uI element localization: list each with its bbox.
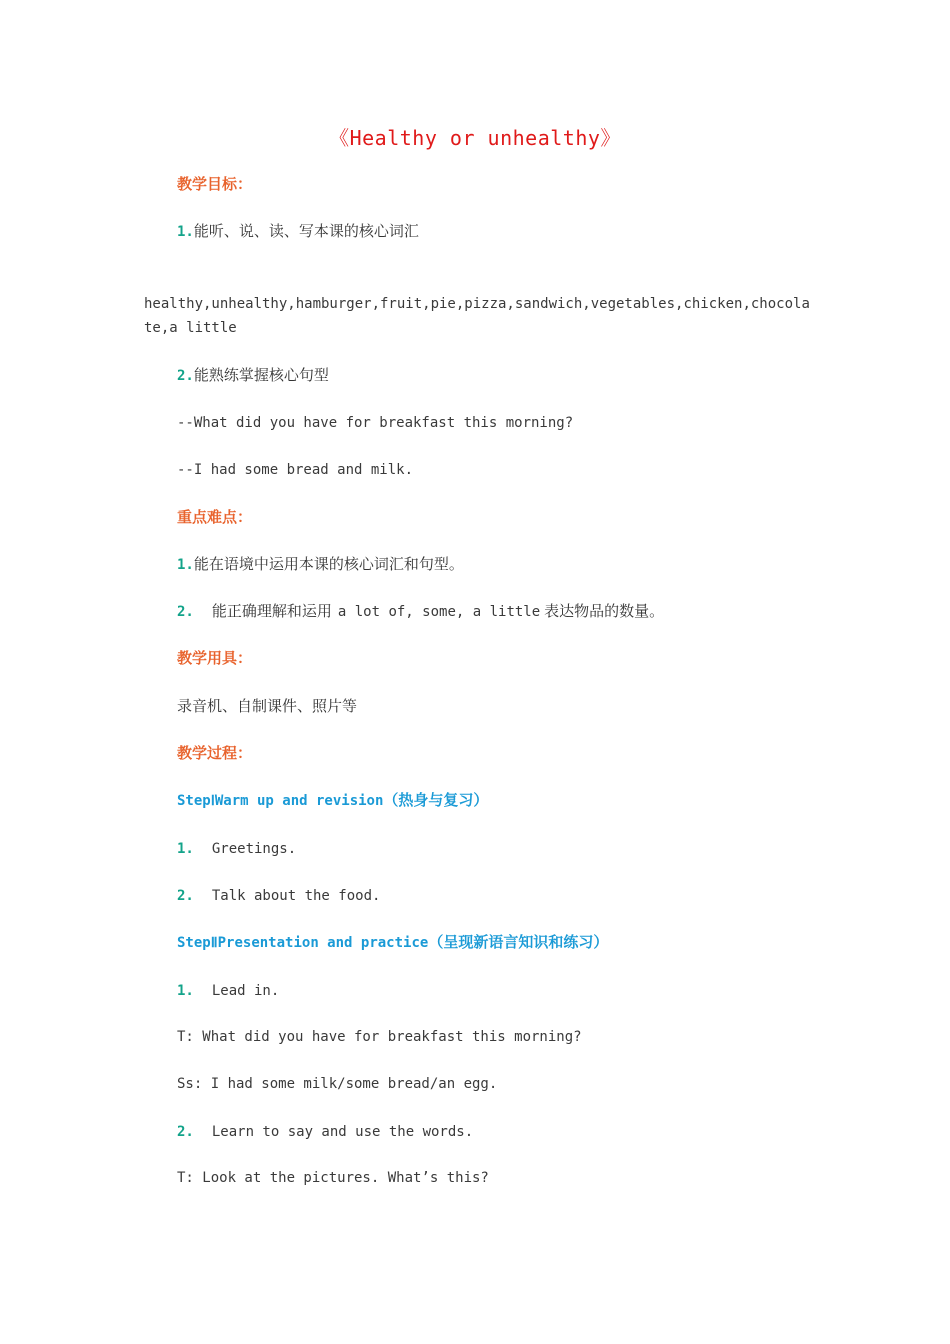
- step-1-item-2: [177, 885, 380, 906]
- objective-item-2-number: 2.: [177, 368, 194, 384]
- step-2-title: [177, 932, 608, 953]
- sentence-pattern-answer: --I had some bread and milk.: [177, 462, 414, 478]
- sentence-pattern-question: --What did you have for breakfast this morning?: [177, 415, 574, 431]
- key-point-item-2-text-a: 能正确理解和运用: [211, 602, 332, 620]
- key-point-item-2-quantifiers: a lot of, some, a little: [337, 604, 541, 620]
- tools-heading: 教学用具：: [177, 649, 253, 667]
- step-2-item-2: [177, 1121, 473, 1142]
- step-2-item-2-text: Learn to say and use the words.: [211, 1124, 474, 1140]
- step-2-item-1-text: Lead in.: [211, 983, 280, 999]
- key-point-item-1-number: 1.: [177, 557, 194, 573]
- step-1-title-cn: （热身与复习）: [383, 791, 489, 809]
- step-1-item-1-number: 1.: [177, 841, 194, 857]
- process-heading: 教学过程：: [177, 744, 253, 762]
- objective-item-2: [177, 365, 329, 386]
- tools-text: 录音机、自制课件、照片等: [177, 697, 358, 715]
- dialog-line-1: T: What did you have for breakfast this morning?: [177, 1029, 582, 1045]
- dialog-line-2: Ss: I had some milk/some bread/an egg.: [177, 1076, 498, 1092]
- step-1-title: [177, 790, 488, 811]
- vocabulary-list: healthy,unhealthy,hamburger,fruit,pie,pizza,sandwich,vegetables,chicken,chocolate,a little: [144, 296, 810, 336]
- objective-item-1-number: 1.: [177, 224, 194, 240]
- key-point-item-1-text: 能在语境中运用本课的核心词汇和句型。: [193, 555, 464, 573]
- key-point-item-2-number: 2.: [177, 604, 194, 620]
- step-2-item-1-number: 1.: [177, 983, 194, 999]
- step-2-title-en: StepⅡPresentation and practice: [177, 935, 429, 951]
- key-point-item-2: [177, 601, 664, 622]
- step-1-title-en: StepⅠWarm up and revision: [177, 793, 384, 809]
- key-point-item-2-text-c: 表达物品的数量。: [544, 602, 665, 620]
- objectives-heading: 教学目标：: [177, 175, 253, 193]
- step-2-item-2-number: 2.: [177, 1124, 194, 1140]
- objective-item-1: [177, 221, 419, 242]
- step-1-item-1-text: Greetings.: [211, 841, 297, 857]
- step-2-item-1: [177, 980, 279, 1001]
- step-1-item-1: [177, 838, 296, 859]
- step-2-title-cn: （呈现新语言知识和练习）: [428, 933, 609, 951]
- key-point-item-1: [177, 554, 464, 575]
- document-title: 《Healthy or unhealthy》: [329, 126, 621, 150]
- objective-item-2-text: 能熟练掌握核心句型: [193, 366, 329, 384]
- step-1-item-2-number: 2.: [177, 888, 194, 904]
- step-1-item-2-text: Talk about the food.: [211, 888, 381, 904]
- key-points-heading: 重点难点：: [177, 508, 253, 526]
- dialog-line-3: T: Look at the pictures. What’s this?: [177, 1170, 489, 1186]
- objective-item-1-text: 能听、说、读、写本课的核心词汇: [193, 222, 419, 240]
